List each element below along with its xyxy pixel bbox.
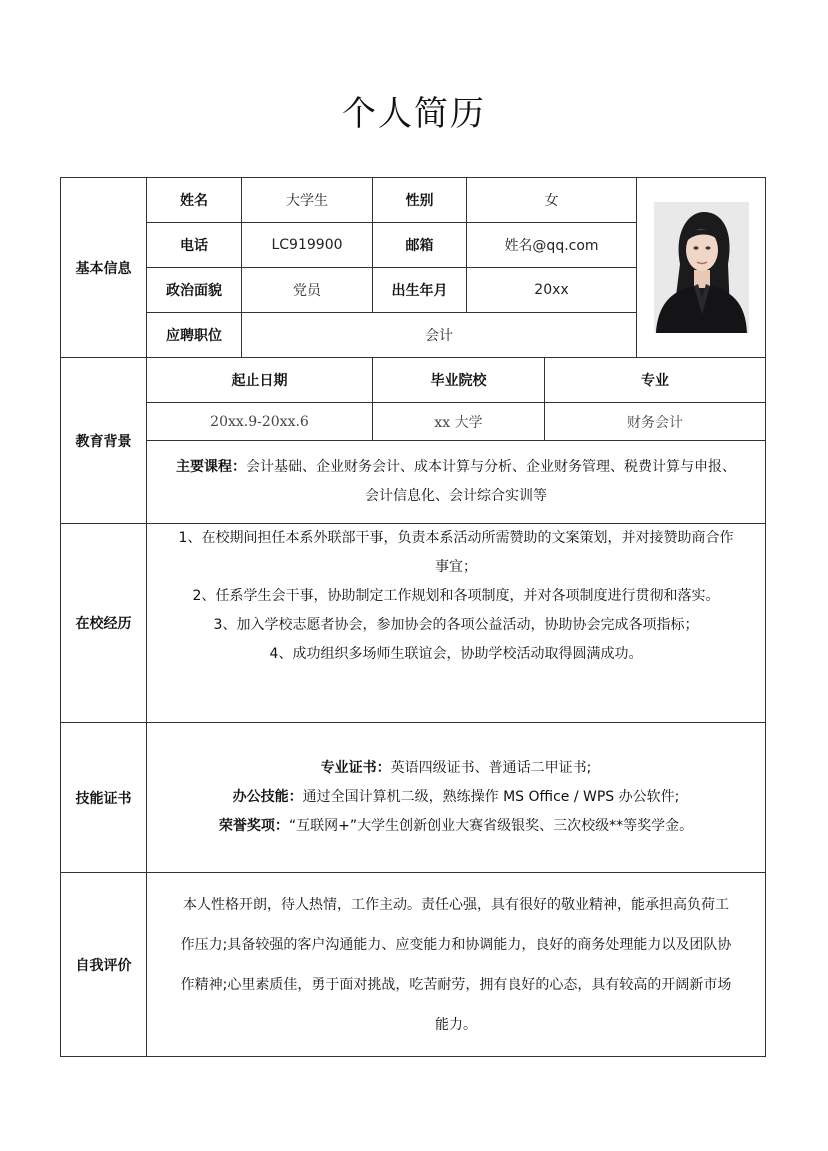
self-eval-line: 能力。 <box>435 1016 477 1033</box>
political-label: 政治面貌 <box>147 268 242 313</box>
self-evaluation-text <box>147 873 766 1057</box>
email-value: 姓名@qq.com <box>467 223 637 268</box>
email-label: 邮箱 <box>373 223 467 268</box>
name-label: 姓名 <box>147 178 242 223</box>
page-title: 个人简历 <box>342 94 486 134</box>
edu-major: 财务会计 <box>545 403 766 441</box>
position-label: 应聘职位 <box>147 313 242 358</box>
section-basic-info: 基本信息 <box>61 178 147 358</box>
school-item: 事宜； <box>435 559 477 575</box>
skill-honor <box>147 812 765 841</box>
birth-value: 20xx <box>467 268 637 313</box>
phone-label: 电话 <box>147 223 242 268</box>
school-item: 2、任系学生会干事，协助制定工作规划和各项制度，并对各项制度进行贯彻和落实。 <box>192 588 720 604</box>
courses-line1 <box>147 453 765 482</box>
courses-value: 会计基础、企业财务会计、成本计算与分析、企业财务管理、税费计算与申报、 <box>246 459 736 475</box>
edu-header-major: 专业 <box>545 358 766 403</box>
courses-cell <box>147 441 766 524</box>
cert-label: 专业证书： <box>320 760 391 776</box>
phone-value: LC919900 <box>242 223 373 268</box>
school-item: 4、成功组织多场师生联谊会，协助学校活动取得圆满成功。 <box>269 646 643 662</box>
birth-label: 出生年月 <box>373 268 467 313</box>
section-skills: 技能证书 <box>61 723 147 873</box>
edu-school: xx 大学 <box>373 403 545 441</box>
section-self-evaluation: 自我评价 <box>61 873 147 1057</box>
position-value: 会计 <box>242 313 637 358</box>
office-value: 通过全国计算机二级，熟练操作 MS Office / WPS 办公软件; <box>302 789 680 805</box>
portrait-photo-icon <box>654 202 749 333</box>
name-value: 大学生 <box>242 178 373 223</box>
courses-label: 主要课程： <box>176 459 246 475</box>
school-experience-list <box>147 524 766 723</box>
self-eval-line: 作精神;心里素质佳，勇于面对挑战，吃苦耐劳，拥有良好的心态，具有较高的开阔新市场 <box>180 976 732 993</box>
gender-value: 女 <box>467 178 637 223</box>
honor-label: 荣誉奖项： <box>218 818 289 834</box>
edu-dates: 20xx.9-20xx.6 <box>147 403 373 441</box>
school-item: 3、加入学校志愿者协会，参加协会的各项公益活动，协助协会完成各项指标； <box>213 617 699 633</box>
skill-office <box>147 783 765 812</box>
self-eval-line: 作压力;具备较强的客户沟通能力、应变能力和协调能力，良好的商务处理能力以及团队协 <box>180 936 732 953</box>
skills-list <box>147 723 766 873</box>
edu-header-dates: 起止日期 <box>147 358 373 403</box>
gender-label: 性别 <box>373 178 467 223</box>
school-item: 1、在校期间担任本系外联部干事，负责本系活动所需赞助的文案策划，并对接赞助商合作 <box>178 530 734 546</box>
office-label: 办公技能： <box>232 789 303 805</box>
edu-header-school: 毕业院校 <box>373 358 545 403</box>
honor-value: “互联网+”大学生创新创业大赛省级银奖、三次校级**等奖学金。 <box>288 818 694 834</box>
section-school-experience: 在校经历 <box>61 524 147 723</box>
photo-cell <box>637 178 766 358</box>
cert-value: 英语四级证书、普通话二甲证书; <box>390 760 592 776</box>
political-value: 党员 <box>242 268 373 313</box>
section-education: 教育背景 <box>61 358 147 524</box>
resume-table <box>60 177 766 1057</box>
courses-line2: 会计信息化、会计综合实训等 <box>365 488 547 504</box>
self-eval-line: 本人性格开朗，待人热情，工作主动。责任心强，具有很好的敬业精神，能承担高负荷工 <box>183 896 729 913</box>
skill-cert <box>147 754 765 783</box>
